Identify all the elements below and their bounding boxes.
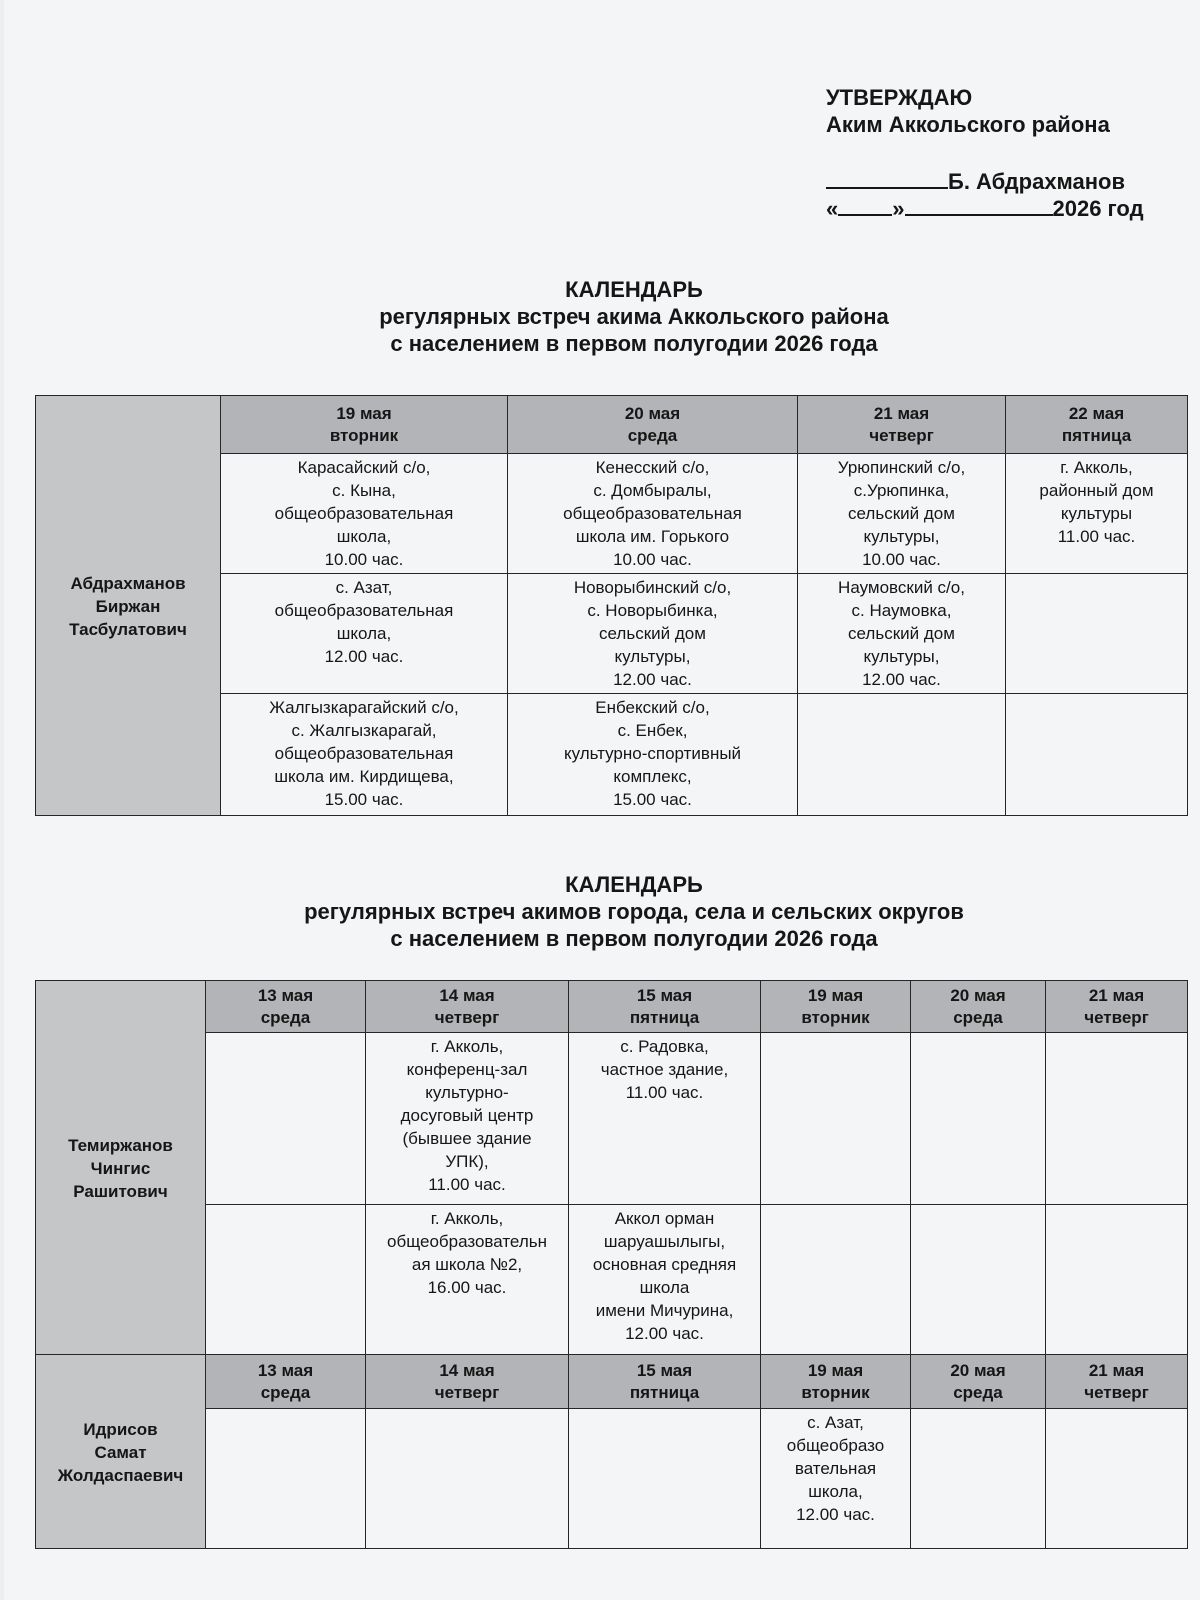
- meeting-cell: [569, 1033, 761, 1205]
- date-line: « » 2026 год: [826, 196, 1144, 221]
- meeting-cell: [206, 1409, 366, 1549]
- meeting-text-line: с.Урюпинка,: [853, 481, 950, 500]
- meeting-text-line: с. Радовка,: [620, 1037, 709, 1056]
- meeting-text-line: Енбекский с/о,: [595, 698, 710, 717]
- meeting-text-line: г. Акколь,: [430, 1209, 504, 1228]
- approval-year: 2026 год: [1052, 196, 1144, 221]
- meeting-text-line: Кенесский с/о,: [595, 458, 710, 477]
- meeting-text-line: 12.00 час.: [862, 670, 941, 689]
- month-blank: [905, 196, 1053, 216]
- meeting-text-line: (бывшее здание: [402, 1129, 532, 1148]
- meeting-text-line: конференц-зал: [406, 1060, 528, 1079]
- signature-line: [826, 168, 1196, 195]
- day-header: 21 мая четверг: [1046, 1355, 1188, 1409]
- meeting-cell: [761, 1033, 911, 1205]
- day-header: 22 мая пятница: [1006, 396, 1188, 454]
- meeting-text-line: с. Азат,: [335, 578, 393, 597]
- meeting-cell: [569, 1409, 761, 1549]
- meeting-text-line: 11.00 час.: [625, 1083, 704, 1102]
- meeting-cell: [1006, 454, 1188, 574]
- meeting-text-line: с. Новорыбинка,: [587, 601, 718, 620]
- meeting-text-line: сельский дом: [599, 624, 706, 643]
- meeting-text-line: культуры: [1060, 504, 1133, 523]
- meeting-text-line: частное здание,: [600, 1060, 729, 1079]
- meeting-text-line: Карасайский с/о,: [297, 458, 431, 477]
- day-header: 21 мая четверг: [1046, 981, 1188, 1033]
- meeting-cell: [798, 454, 1006, 574]
- person-name-cell: Темиржанов Чингис Рашитович: [36, 981, 206, 1355]
- meeting-cell: [761, 1205, 911, 1355]
- meeting-text-line: 10.00 час.: [862, 550, 941, 569]
- signature-blank: [826, 169, 948, 189]
- meeting-text-line: досуговый центр: [400, 1106, 534, 1125]
- person-name-cell: Абдрахманов Биржан Тасбулатович: [36, 396, 221, 816]
- meeting-text-line: культуры,: [863, 527, 940, 546]
- meeting-text-line: 12.00 час.: [613, 670, 692, 689]
- meeting-text-line: имени Мичурина,: [595, 1301, 734, 1320]
- meeting-text-line: с. Наумовка,: [851, 601, 952, 620]
- meeting-text-line: 16.00 час.: [427, 1278, 507, 1297]
- meeting-text-line: культуры,: [614, 647, 691, 666]
- day-header: 20 мая среда: [911, 981, 1046, 1033]
- meeting-text-line: 10.00 час.: [613, 550, 692, 569]
- meeting-text-line: школа,: [808, 1482, 863, 1501]
- day-header: 13 мая среда: [206, 1355, 366, 1409]
- meeting-text-line: с. Кына,: [332, 481, 396, 500]
- meeting-text-line: общеобразовательная: [274, 504, 454, 523]
- meeting-text-line: школа им. Кирдищева,: [274, 767, 454, 786]
- meeting-text-line: культуры,: [863, 647, 940, 666]
- meeting-cell: [569, 1205, 761, 1355]
- calendar1-title: КАЛЕНДАРЬ: [565, 277, 703, 302]
- meeting-text-line: г. Акколь,: [1060, 458, 1133, 477]
- meeting-text-line: Наумовский с/о,: [838, 578, 965, 597]
- meeting-text-line: с. Домбыралы,: [593, 481, 712, 500]
- meeting-cell: [1046, 1409, 1188, 1549]
- day-header: 20 мая среда: [508, 396, 798, 454]
- person-name-cell: Идрисов Самат Жолдаспаевич: [36, 1355, 206, 1549]
- calendar1-subtitle1: регулярных встреч акима Аккольского района: [379, 304, 889, 329]
- calendar1-table: [35, 395, 1188, 816]
- meeting-text-line: Аккол орман: [614, 1209, 715, 1228]
- day-header: 14 мая четверг: [366, 981, 569, 1033]
- day-header: 21 мая четверг: [798, 396, 1006, 454]
- meeting-text-line: 12.00 час.: [324, 647, 404, 666]
- meeting-cell: [221, 574, 508, 694]
- meeting-text-line: 11.00 час.: [1057, 527, 1136, 546]
- meeting-text-line: комплекс,: [613, 767, 692, 786]
- meeting-cell: [366, 1205, 569, 1355]
- table-row: [36, 1409, 1188, 1549]
- meeting-text-line: 15.00 час.: [613, 790, 692, 809]
- meeting-cell: [798, 694, 1006, 816]
- meeting-text-line: с. Енбек,: [617, 721, 688, 740]
- meeting-cell: [366, 1409, 569, 1549]
- meeting-text-line: сельский дом: [848, 504, 955, 523]
- meeting-text-line: общеобразо: [786, 1436, 885, 1455]
- meeting-cell: [366, 1033, 569, 1205]
- meeting-text-line: вательная: [794, 1459, 877, 1478]
- document-page: [4, 0, 1200, 1600]
- calendar1-subtitle2: с населением в первом полугодии 2026 года: [390, 331, 878, 356]
- meeting-cell: [508, 454, 798, 574]
- meeting-cell: [221, 454, 508, 574]
- meeting-cell: [911, 1409, 1046, 1549]
- calendar2-title: КАЛЕНДАРЬ: [565, 872, 703, 897]
- meeting-cell: [1046, 1033, 1188, 1205]
- meeting-cell: [911, 1205, 1046, 1355]
- meeting-text-line: ая школа №2,: [411, 1255, 523, 1274]
- meeting-cell: [1046, 1205, 1188, 1355]
- meeting-text-line: 10.00 час.: [324, 550, 404, 569]
- day-header: 19 мая вторник: [761, 1355, 911, 1409]
- meeting-text-line: УПК),: [445, 1152, 489, 1171]
- day-header: 19 мая вторник: [761, 981, 911, 1033]
- meeting-text-line: районный дом: [1039, 481, 1154, 500]
- meeting-text-line: школа им. Горького: [575, 527, 730, 546]
- day-header: 15 мая пятница: [569, 981, 761, 1033]
- day-blank: [838, 196, 892, 216]
- meeting-cell: [206, 1033, 366, 1205]
- day-header: 15 мая пятница: [569, 1355, 761, 1409]
- day-header: 14 мая четверг: [366, 1355, 569, 1409]
- calendar2-subtitle1: регулярных встреч акимов города, села и сельских округов: [304, 899, 964, 924]
- meeting-text-line: общеобразовательная: [563, 504, 742, 523]
- calendar2-table: [35, 980, 1188, 1549]
- day-header: 19 мая вторник: [221, 396, 508, 454]
- meeting-text-line: основная средняя: [592, 1255, 737, 1274]
- calendar2-subtitle2: с населением в первом полугодии 2026 года: [390, 926, 878, 951]
- meeting-cell: [1006, 574, 1188, 694]
- meeting-text-line: 12.00 час.: [796, 1505, 875, 1524]
- meeting-text-line: школа: [639, 1278, 690, 1297]
- meeting-cell: [911, 1033, 1046, 1205]
- meeting-text-line: г. Акколь,: [430, 1037, 504, 1056]
- meeting-cell: [1006, 694, 1188, 816]
- meeting-text-line: 11.00 час.: [428, 1175, 506, 1194]
- meeting-cell: [221, 694, 508, 816]
- meeting-text-line: с. Азат,: [807, 1413, 864, 1432]
- meeting-text-line: Новорыбинский с/о,: [573, 578, 732, 597]
- approval-block: [826, 84, 1196, 222]
- meeting-text-line: Урюпинский с/о,: [837, 458, 966, 477]
- meeting-text-line: культурно-: [425, 1083, 509, 1102]
- meeting-cell: [508, 694, 798, 816]
- approval-position: Аким Аккольского района: [826, 112, 1110, 137]
- meeting-text-line: шаруашылыгы,: [603, 1232, 726, 1251]
- signatory-name: Б. Абдрахманов: [948, 169, 1126, 194]
- meeting-cell: [761, 1409, 911, 1549]
- meeting-text-line: общеобразовательн: [387, 1232, 547, 1251]
- day-header: 20 мая среда: [911, 1355, 1046, 1409]
- calendar2-title-block: [4, 871, 1200, 952]
- meeting-text-line: 15.00 час.: [324, 790, 404, 809]
- meeting-text-line: сельский дом: [848, 624, 955, 643]
- calendar1-title-block: [4, 276, 1200, 357]
- meeting-text-line: 12.00 час.: [625, 1324, 704, 1343]
- table-row: [36, 1033, 1188, 1205]
- day-header: 13 мая среда: [206, 981, 366, 1033]
- table-row: [36, 1205, 1188, 1355]
- meeting-text-line: культурно-спортивный: [563, 744, 742, 763]
- meeting-text-line: Жалгызкарагайский с/о,: [269, 698, 459, 717]
- approval-heading: УТВЕРЖДАЮ: [826, 85, 973, 110]
- meeting-cell: [798, 574, 1006, 694]
- meeting-text-line: школа,: [336, 624, 392, 643]
- meeting-cell: [508, 574, 798, 694]
- meeting-text-line: с. Жалгызкарагай,: [291, 721, 437, 740]
- meeting-text-line: общеобразовательная: [274, 601, 454, 620]
- meeting-text-line: школа,: [336, 527, 392, 546]
- meeting-cell: [206, 1205, 366, 1355]
- meeting-text-line: общеобразовательная: [274, 744, 454, 763]
